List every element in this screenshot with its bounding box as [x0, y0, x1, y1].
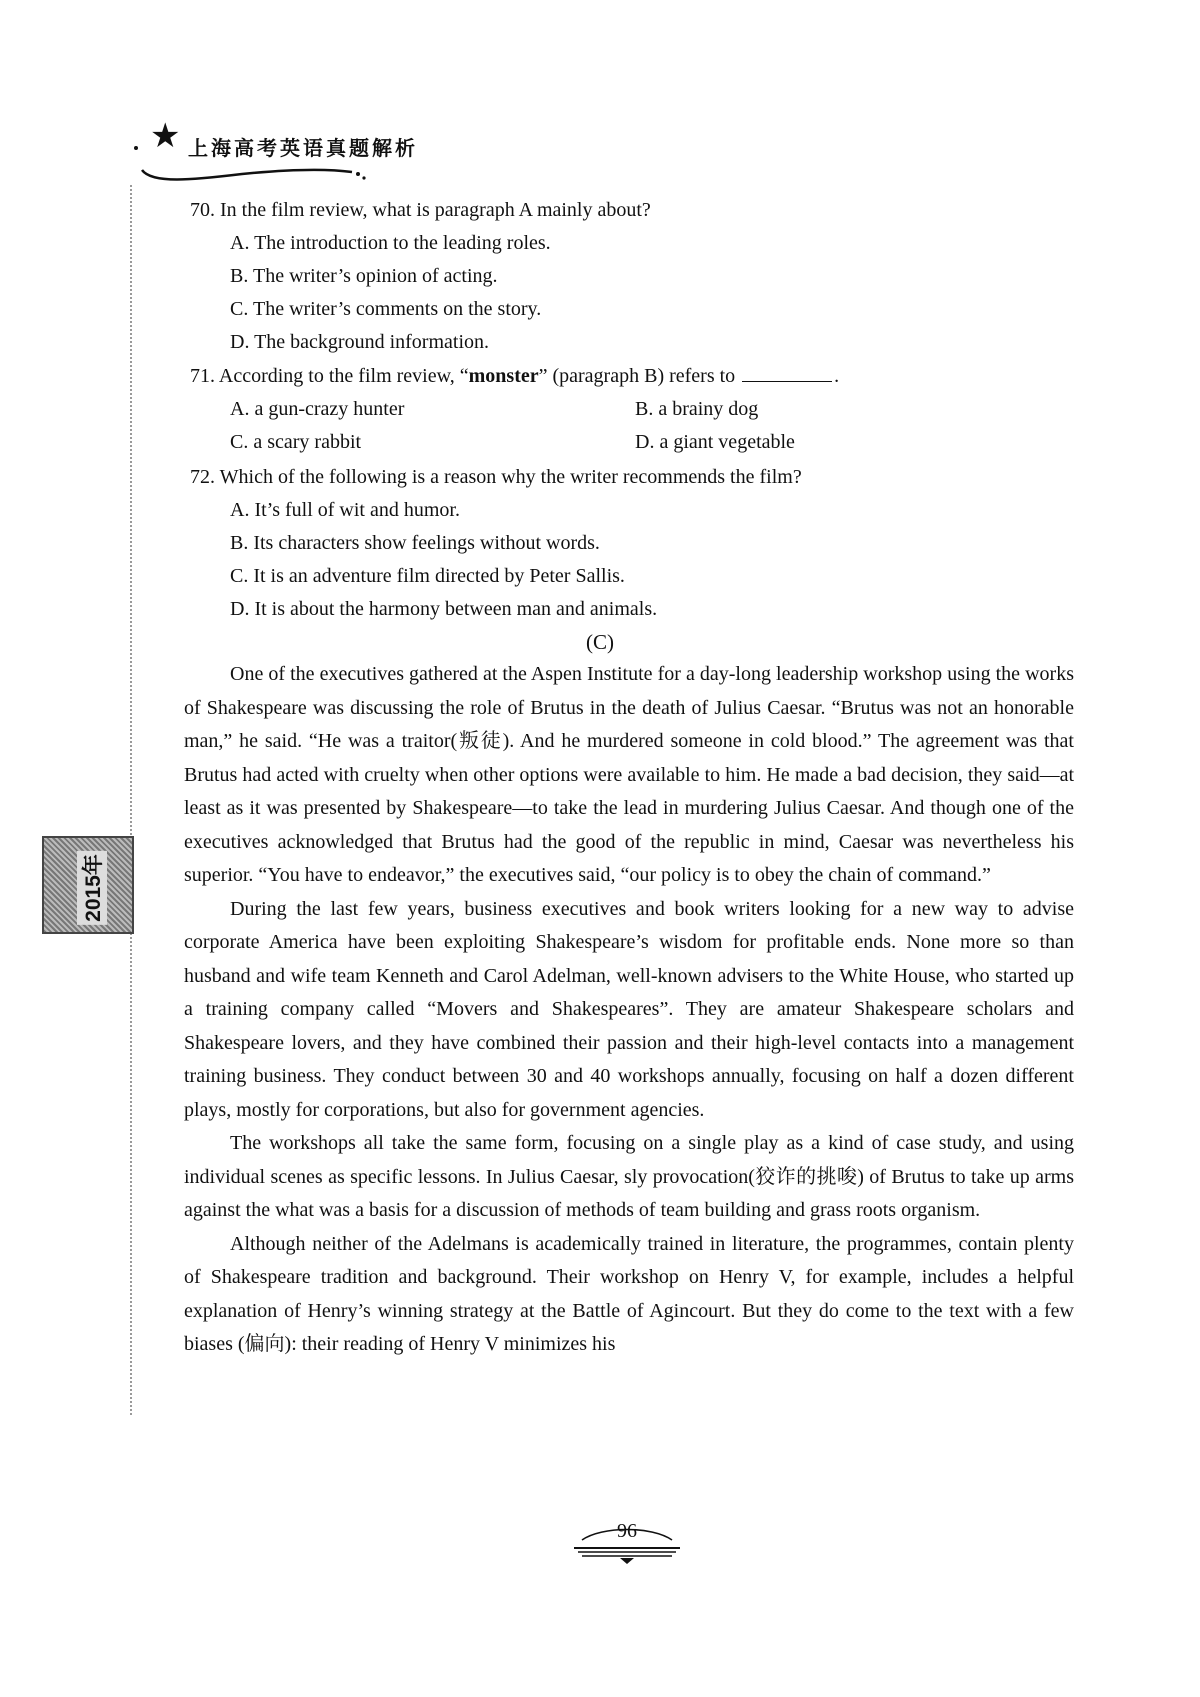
option-b: B. The writer’s opinion of acting.: [230, 265, 498, 287]
options-row-2: [230, 426, 1090, 459]
reading-passage: [184, 658, 1074, 1362]
question-stem: 72. Which of the following is a reason why the writer recommends the film?: [190, 466, 802, 488]
option-d: D. The background information.: [230, 331, 490, 353]
page-number: 96: [617, 1520, 637, 1542]
question-stem: [190, 360, 1090, 393]
options-row-1: [230, 393, 1090, 426]
page-header: [132, 120, 532, 180]
option-a: A. It’s full of wit and humor.: [230, 499, 460, 521]
option-c: C. a scary rabbit: [230, 431, 362, 453]
option-d: D. a giant vegetable: [635, 431, 795, 453]
book-title: 上海高考英语真题解析: [188, 138, 418, 160]
option-d: D. It is about the harmony between man and animals.: [230, 598, 658, 620]
question-72: [190, 461, 1090, 626]
question-70: [190, 194, 1090, 359]
question-71: [190, 360, 1090, 459]
margin-dotted-line: [130, 185, 132, 1415]
stem-part-1: 71. According to the film review, “: [190, 365, 469, 387]
stem-keyword: monster: [468, 365, 539, 387]
star-icon: ★: [150, 118, 181, 155]
passage-paragraph: During the last few years, business executives and book writers looking for a new way to advise corporate America have been exploiting Shakespeare’s wisdom for profitable ends. None more so than husband and wife team Kenneth and Carol Adelman, well-known advisers to the White House, who started up a training company called “Movers and Shakespeares”. They are amateur Shakespeare scholars and Shakespeare lovers, and they have combined their passion and their high-level contacts into a management training business. They conduct between 30 and 40 workshops annually, focusing on half a dozen different plays, mostly for corporations, but also for government agencies.: [184, 897, 1074, 1121]
option-a: A. The introduction to the leading roles.: [230, 232, 551, 254]
answer-blank: [742, 363, 832, 382]
year-side-tab: [42, 836, 134, 934]
passage-paragraph: The workshops all take the same form, focusing on a single play as a kind of case study, and using individual scenes as specific lessons. In Julius Caesar, sly provocation(狡诈的挑唆) of Brutus to take up arms against the what was a basis for a discussion of methods of team building and grass roots organism.: [184, 1132, 1074, 1221]
page-number-badge: [572, 1518, 682, 1566]
option-c: C. It is an adventure film directed by Peter Sallis.: [230, 565, 625, 587]
option-b: B. a brainy dog: [635, 398, 759, 420]
passage-paragraph: Although neither of the Adelmans is academically trained in literature, the programmes, contain plenty of Shakespeare tradition and background. Their workshop on Henry V, for example, includes a helpful explanation of Henry’s winning strategy at the Battle of Agincourt. But they do come to the text with a few biases (偏向): their reading of Henry V minimizes his: [184, 1232, 1074, 1355]
option-b: B. Its characters show feelings without words.: [230, 532, 600, 554]
year-label: 2015年: [77, 851, 107, 925]
option-c: C. The writer’s comments on the story.: [230, 298, 542, 320]
passage-paragraph: One of the executives gathered at the Aspen Institute for a day-long leadership workshop using the works of Shakespeare was discussing the role of Brutus in the death of Julius Caesar. “Brutus was not an honorable man,” he said. “He was a traitor(叛徒). And he murdered someone in cold blood.” The agreement was that Brutus had acted with cruelty when other options were available to him. He made a bad decision, they said—at least as it was presented by Shakespeare—to take the lead in murdering Julius Caesar. And though one of the executives acknowledged that Brutus had the good of the republic in mind, Caesar was nevertheless his superior. “You have to endeavor,” the executives said, “our policy is to obey the chain of command.”: [184, 663, 1074, 886]
stem-part-2: ” (paragraph B) refers to: [538, 365, 736, 387]
option-a: A. a gun-crazy hunter: [230, 398, 405, 420]
question-stem: 70. In the film review, what is paragraph A mainly about?: [190, 199, 651, 221]
section-label: (C): [586, 630, 614, 654]
stem-end: .: [834, 365, 840, 387]
